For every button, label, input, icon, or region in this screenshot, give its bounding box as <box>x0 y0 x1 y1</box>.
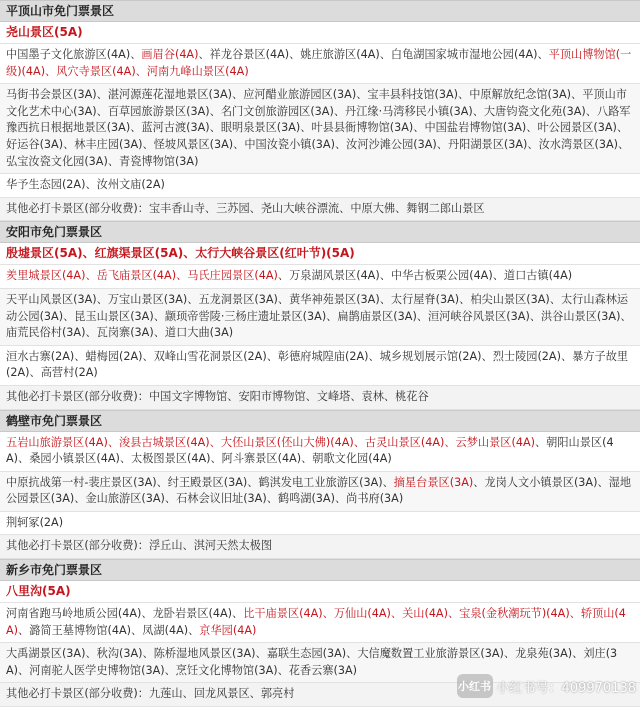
other-scenic-row <box>0 198 640 222</box>
highlighted-scenic-text: 摘星台景区(3A) <box>393 475 474 489</box>
scenic-text: 洹水古寨(2A)、蜡梅园(2A)、双峰山雪花洞景区(2A)、彰德府城隍庙(2A)、城乡规划展示馆(2A)、烈士陵园(2A)、暴方子故里(2A)、高营村(2A) <box>6 349 629 380</box>
scenic-list-row <box>0 289 640 346</box>
other-scenic-row <box>0 535 640 559</box>
scenic-text: 、朝阳山景区(4A)、桑园小镇景区(4A)、太极图景区(4A)、阿斗寨景区(4A)、朝歌文化园(4A) <box>6 435 614 466</box>
scenic-text: 其他必打卡景区(部分收费)：宝丰香山寺、三苏园、尧山大峡谷漂流、中原大佛、舞钢二郎山景区 <box>6 201 485 215</box>
highlighted-scenic-text: 羑里城景区(4A)、岳飞庙景区(4A)、马氏庄园景区(4A) <box>6 269 278 283</box>
scenic-text: 天平山风景区(3A)、万宝山景区(3A)、五龙洞景区(3A)、黄华神苑景区(3A)、太行屋脊(3A)、柏尖山景区(3A)、太行山森林运动公园(3A)、昆玉山景区(3A)、颛顼帝喾陵·三杨庄遗址景区(3A)、扁鹊庙景区(3A)、洹河峡谷风景区(3A)、洪谷山景区(3A)、庙荒民俗村(3A)、瓦岗寨(3A)、道口大曲(3A) <box>6 292 632 340</box>
city-section <box>0 0 640 221</box>
scenic-list-row <box>0 472 640 512</box>
scenic-list-row <box>0 84 640 174</box>
section-header: 新乡市免门票景区 <box>0 559 640 581</box>
highlighted-scenic-text: 京华园(4A) <box>199 623 257 637</box>
highlighted-scenic-text: 五岩山旅游景区(4A)、浚县古城景区(4A)、大伾山景区(伾山大佛)(4A)、古灵山景区(4A)、云梦山景区(4A) <box>6 435 535 449</box>
section-header: 平顶山市免门票景区 <box>0 0 640 22</box>
section-header: 鹤壁市免门票景区 <box>0 410 640 432</box>
scenic-list-row <box>0 512 640 536</box>
watermark <box>457 674 636 698</box>
section-header: 安阳市免门票景区 <box>0 221 640 243</box>
watermark-text: 小红书号：409970138 <box>496 680 636 696</box>
scenic-text: 大禹湖景区(3A)、秋沟(3A)、陈桥湿地风景区(3A)、嘉联生态园(3A)、大信魔数置工业旅游景区(3A)、龙泉苑(3A)、刘庄(3A)、河南驼人医学史博物馆(3A)、烹饪文化博物馆(3A)、花香云寨(3A) <box>6 647 618 677</box>
scenic-text: 其他必打卡景区(部分收费)：九莲山、回龙风景区、郭亮村 <box>6 687 295 701</box>
scenic-text: 华予生态园(2A)、汝州文庙(2A) <box>6 178 165 192</box>
scenic-text: 马街书会景区(3A)、湛河源莲花湿地景区(3A)、应河醋业旅游园区(3A)、宝丰县科技馆(3A)、中原解放纪念馆(3A)、平顶山市文化艺术中心(3A)、百草园旅游景区(3A)、名门文创旅游园区(3A)、丹江缘·马湾移民小镇(3A)、大唐钧瓷文化苑(3A)、八路军豫西抗日根据地景区(3A)、蓝河古渡(3A)、眼明泉景区(3A)、叶县县衙博物馆(3A)、中国盐岩博物馆(3A)、叶公园景区(3A)、好运谷(3A)、林丰庄园(3A)、怪坡风景区(3A)、中国汝瓷小镇(3A)、汝河沙滩公园(3A)、丹阳湖景区(3A)、汝水湾景区(3A)、弘宝汝瓷文化园(3A)、青瓷博物馆(3A) <box>6 88 631 168</box>
scenic-text: 、潞简王墓博物馆(4A)、凤湖(4A)、 <box>18 623 200 637</box>
city-section <box>0 410 640 560</box>
scenic-list-row <box>0 432 640 472</box>
scenic-list-row <box>0 174 640 198</box>
xiaohongshu-logo: 小红书 <box>457 674 493 698</box>
scenic-text: 河南省跑马岭地质公园(4A)、龙卧岩景区(4A)、 <box>6 607 244 621</box>
top-5a-scenic: 八里沟(5A) <box>0 581 640 603</box>
city-section <box>0 221 640 409</box>
scenic-list-row <box>0 265 640 289</box>
scenic-list-row <box>0 44 640 84</box>
scenic-text: 中原抗战第一村-裴庄景区(3A)、纣王殿景区(3A)、鹤淇发电工业旅游区(3A)、 <box>6 475 394 489</box>
scenic-text: 、龙岗人文小镇景区(3A)、湿地公园景区(3A)、金山旅游区(3A)、石林会议旧址(3A)、鹤鸣湖(3A)、尚书府(3A) <box>6 475 632 506</box>
top-5a-scenic: 尧山景区(5A) <box>0 22 640 44</box>
scenic-text: 其他必打卡景区(部分收费)：中国文字博物馆、安阳市博物馆、文峰塔、袁林、桃花谷 <box>6 389 429 403</box>
scenic-text: 、祥龙谷景区(4A)、姚庄旅游区(4A)、白龟湖国家城市湿地公园(4A)、 <box>198 48 549 61</box>
other-scenic-row <box>0 386 640 410</box>
highlighted-scenic-text: 比干庙景区(4A)、万仙山(4A)、关山(4A)、宝泉(金秋潮玩节)(4A)、轿顶山(4A) <box>6 607 626 637</box>
highlighted-scenic-text: 画眉谷(4A) <box>141 48 199 61</box>
scenic-text: 荆轲冢(2A) <box>6 515 64 529</box>
scenic-text: 其他必打卡景区(部分收费)：浮丘山、淇河天然太极图 <box>6 539 273 553</box>
scenic-list-row <box>0 346 640 386</box>
top-5a-scenic: 殷墟景区(5A)、红旗渠景区(5A)、太行大峡谷景区(红叶节)(5A) <box>0 243 640 265</box>
highlighted-scenic-text: 平顶山博物馆(一级)(4A)、风穴寺景区(4A)、河南九峰山景区(4A) <box>6 48 632 78</box>
scenic-text: 、万泉湖风景区(4A)、中华古板栗公园(4A)、道口古镇(4A) <box>277 269 573 283</box>
scenic-list-row <box>0 603 640 643</box>
scenic-text: 中国墨子文化旅游区(4A)、 <box>6 48 142 61</box>
